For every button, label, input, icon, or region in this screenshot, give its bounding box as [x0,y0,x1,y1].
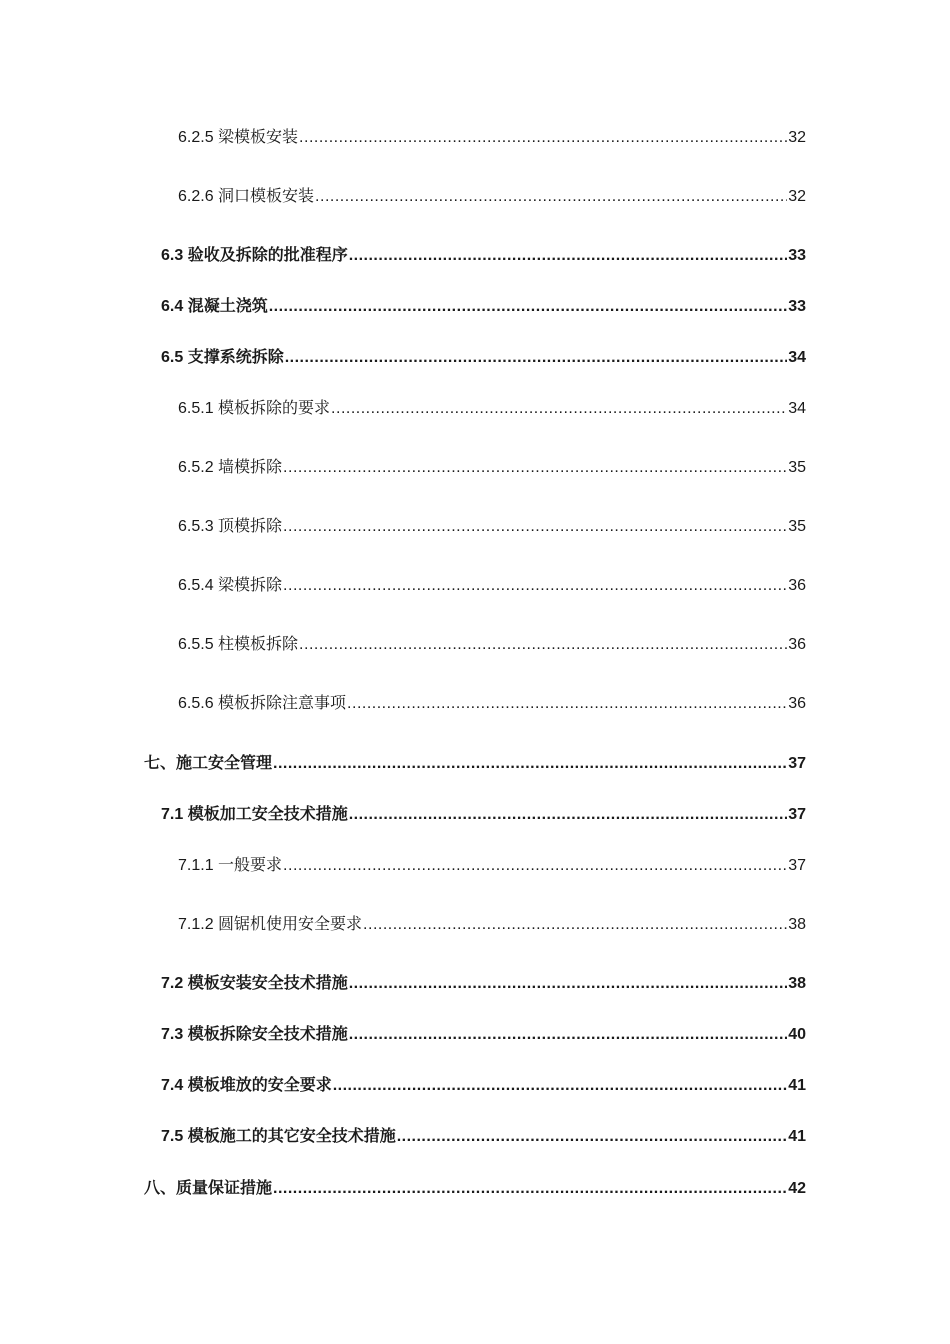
toc-entry[interactable] [178,576,806,596]
toc-entry[interactable] [144,1179,806,1199]
toc-entry-title: 6.5.3 顶模拆除 [178,518,283,535]
toc-entry-title: 7.1 模板加工安全技术措施 [161,806,348,823]
toc-dot-leader [333,1076,788,1096]
toc-entry[interactable] [178,635,806,655]
toc-entry-page: 38 [788,916,806,933]
toc-dot-leader [283,517,787,537]
toc-dot-leader [347,694,787,714]
toc-dot-leader [363,915,787,935]
toc-entry[interactable] [178,517,806,537]
toc-entry-title: 7.3 模板拆除安全技术措施 [161,1026,348,1043]
toc-entry-page: 33 [788,298,806,315]
toc-dot-leader [283,458,787,478]
toc-entry[interactable] [161,974,806,994]
toc-dot-leader [283,576,787,596]
toc-entry-page: 33 [788,247,806,264]
toc-entry-page: 36 [788,577,806,594]
toc-dot-leader [331,399,787,419]
toc-dot-leader [283,856,787,876]
toc-entry-page: 37 [788,857,806,874]
toc-entry-title: 7.1.2 圆锯机使用安全要求 [178,916,363,933]
toc-entry-page: 36 [788,636,806,653]
toc-entry-page: 37 [788,755,806,772]
toc-entry-page: 36 [788,695,806,712]
toc-dot-leader [285,348,788,368]
toc-entry-title: 6.5.2 墙模拆除 [178,459,283,476]
toc-entry-title: 6.5.6 模板拆除注意事项 [178,695,347,712]
toc-dot-leader [299,635,787,655]
toc-entry[interactable] [161,1025,806,1045]
toc-entry-page: 32 [788,129,806,146]
toc-dot-leader [349,974,788,994]
toc-dot-leader [273,754,787,774]
toc-dot-leader [349,1025,788,1045]
toc-entry[interactable] [178,187,806,207]
toc-entry-page: 32 [788,188,806,205]
toc-entry-page: 40 [788,1026,806,1043]
toc-entry-title: 7.5 模板施工的其它安全技术措施 [161,1128,396,1145]
toc-entry[interactable] [161,246,806,266]
toc-entry-page: 41 [788,1077,806,1094]
toc-entry-page: 35 [788,459,806,476]
toc-entry-page: 42 [788,1180,806,1197]
toc-entry[interactable] [178,856,806,876]
toc-entry-title: 6.4 混凝土浇筑 [161,298,268,315]
toc-entry-title: 7.2 模板安装安全技术措施 [161,975,348,992]
toc-entry-title: 七、施工安全管理 [144,755,273,772]
toc-entry-page: 35 [788,518,806,535]
toc-entry-title: 7.4 模板堆放的安全要求 [161,1077,332,1094]
toc-entry[interactable] [161,1127,806,1147]
toc-entry-title: 6.3 验收及拆除的批准程序 [161,247,348,264]
toc-entry[interactable] [178,128,806,148]
toc-entry[interactable] [178,694,806,714]
toc-dot-leader [349,246,788,266]
toc-entry-page: 38 [788,975,806,992]
toc-entry[interactable] [161,297,806,317]
toc-entry-page: 34 [788,349,806,366]
toc-entry-title: 6.5 支撑系统拆除 [161,349,284,366]
toc-entry-page: 34 [788,400,806,417]
toc-entry[interactable] [144,754,806,774]
toc-entry[interactable] [161,1076,806,1096]
toc-dot-leader [397,1127,788,1147]
toc-entry-page: 37 [788,806,806,823]
toc-entry[interactable] [178,915,806,935]
toc-dot-leader [315,187,787,207]
toc-entry-title: 6.5.1 模板拆除的要求 [178,400,331,417]
toc-dot-leader [299,128,787,148]
toc-entry[interactable] [161,805,806,825]
toc-entry[interactable] [161,348,806,368]
toc-entry-page: 41 [788,1128,806,1145]
toc-dot-leader [269,297,788,317]
toc-entry[interactable] [178,458,806,478]
toc-entry-title: 6.2.6 洞口模板安装 [178,188,315,205]
toc-entry-title: 八、质量保证措施 [144,1180,273,1197]
toc-entry-title: 6.2.5 梁模板安装 [178,129,299,146]
toc-dot-leader [273,1179,787,1199]
toc-dot-leader [349,805,788,825]
toc-entry-title: 6.5.4 梁模拆除 [178,577,283,594]
toc-entry[interactable] [178,399,806,419]
toc-entry-title: 6.5.5 柱模板拆除 [178,636,299,653]
toc-entry-title: 7.1.1 一般要求 [178,857,283,874]
